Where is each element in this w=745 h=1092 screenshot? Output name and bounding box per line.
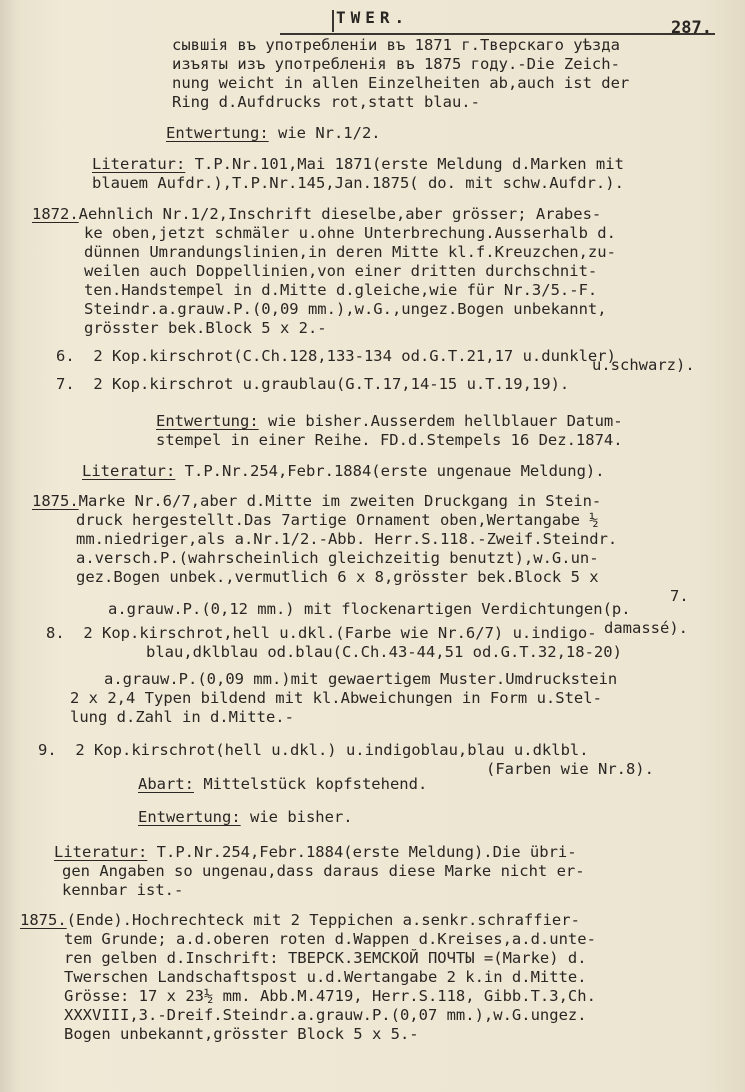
text-line: Steindr.a.grauw.P.(0,09 mm.),w.G.,ungez.Bogen unbekannt,: [84, 300, 607, 318]
page-number: 287.: [671, 18, 712, 38]
text-line: druck hergestellt.Das 7artige Ornament oben,Wertangabe ½: [76, 511, 599, 529]
literatur-label: Literatur:: [92, 155, 186, 173]
text-line: stempel in einer Reihe. FD.d.Stempels 16 Dez.1874.: [156, 431, 623, 449]
stamp-item-7: 7. 2 Kop.kirschrot u.graublau(G.T.17,14-15 u.T.19,19).: [56, 375, 570, 393]
literatur-label: Literatur:: [82, 462, 176, 480]
header-divider: [332, 10, 334, 32]
text-line: ren gelben d.Inschrift: ТВЕРСК.ЗЕМСКОЙ ПОЧТЫ =(Marke) d.: [64, 949, 587, 967]
entwertung-text: wie bisher.Ausserdem hellblauer Datum-: [258, 412, 623, 430]
literatur-text: T.P.Nr.254,Febr.1884(erste Meldung).Die übri-: [147, 843, 577, 861]
running-title: TWER.: [336, 8, 410, 27]
text-line: nung weicht in allen Einzelheiten ab,auch ist der: [172, 74, 630, 92]
text-line: Bogen unbekannt,grösster Block 5 x 5.-: [64, 1025, 419, 1043]
entwertung-line: [156, 412, 623, 430]
text-line: grösster bek.Block 5 x 2.-: [84, 319, 327, 337]
entry-line: [32, 205, 601, 223]
text-line: сывшія въ употребленіи въ 1871 г.Тверскаго уѣзда: [172, 36, 620, 54]
text-line: 2 x 2,4 Typen bildend mit kl.Abweichungen in Form u.Stel-: [70, 689, 602, 707]
text-line: Twerschen Landschaftspost u.d.Wertangabe 2 k.in d.Mitte.: [64, 968, 587, 986]
text-line: 7.: [670, 587, 689, 605]
stamp-item-8: 8. 2 Kop.kirschrot,hell u.dkl.(Farbe wie Nr.6/7) u.indigo-: [46, 624, 597, 642]
text-line: Ring d.Aufdrucks rot,statt blau.-: [172, 93, 480, 111]
text-line: mm.niedriger,als a.Nr.1/2.-Abb. Herr.S.118.-Zweif.Steindr.: [76, 530, 618, 548]
stamp-item-9: 9. 2 Kop.kirschrot(hell u.dkl.) u.indigoblau,blau u.dklbl.: [38, 741, 589, 759]
entry-text: Aehnlich Nr.1/2,Inschrift dieselbe,aber grösser; Arabes-: [78, 205, 602, 223]
text-line: u.schwarz).: [592, 356, 695, 374]
literatur-line: [54, 843, 577, 861]
header-rule: [280, 33, 715, 35]
entry-text: Marke Nr.6/7,aber d.Mitte im zweiten Druckgang in Stein-: [78, 492, 602, 510]
page-header: [0, 6, 745, 38]
text-line: Grösse: 17 x 23½ mm. Abb.M.4719, Herr.S.118, Gibb.T.3,Ch.: [64, 987, 596, 1005]
text-line: kennbar ist.-: [62, 881, 184, 899]
text-line: ten.Handstempel in d.Mitte d.gleiche,wie für Nr.3/5.-F.: [84, 281, 598, 299]
text-line: ke oben,jetzt schmäler u.ohne Unterbrechung.Ausserhalb d.: [84, 224, 616, 242]
entwertung-line: [138, 808, 353, 826]
text-line: a.grauw.P.(0,09 mm.)mit gewaertigem Muster.Umdruckstein: [104, 670, 618, 688]
text-line: XXXVIII,3.-Dreif.Steindr.a.grauw.P.(0,07 mm.),w.G.ungez.: [64, 1006, 587, 1024]
literatur-line: [82, 462, 605, 480]
entwertung-label: Entwertung:: [166, 124, 269, 142]
text-line: blau,dklblau od.blau(C.Ch.43-44,51 od.G.T.32,18-20): [146, 643, 622, 661]
abart-line: [138, 775, 427, 793]
text-line: изъяты изъ употребленія въ 1875 году.-Die Zeich-: [172, 55, 620, 73]
literatur-line: [92, 155, 624, 173]
text-line: dünnen Umrandungslinien,in deren Mitte kl.f.Kreuzchen,zu-: [84, 243, 616, 261]
entwertung-text: wie Nr.1/2.: [268, 124, 381, 142]
text-line: gen Angaben so ungenau,dass daraus diese Marke nicht er-: [62, 862, 585, 880]
text-line: a.versch.P.(wahrscheinlich gleichzeitig benutzt),w.G.un-: [76, 549, 599, 567]
entry-line: [32, 492, 601, 510]
text-line: lung d.Zahl in d.Mitte.-: [70, 708, 294, 726]
text-line: (Farben wie Nr.8).: [486, 760, 654, 778]
entwertung-label: Entwertung:: [138, 808, 241, 826]
entry-year: 1875.: [32, 492, 79, 510]
literatur-text: T.P.Nr.254,Febr.1884(erste ungenaue Meldung).: [175, 462, 605, 480]
entry-year: 1875.: [20, 911, 67, 929]
entwertung-text: wie bisher.: [240, 808, 353, 826]
entry-year: 1872.: [32, 205, 79, 223]
text-line: blauem Aufdr.),T.P.Nr.145,Jan.1875( do. mit schw.Aufdr.).: [92, 174, 624, 192]
text-line: weilen auch Doppellinien,von einer dritten durchschnit-: [84, 262, 598, 280]
entwertung-label: Entwertung:: [156, 412, 259, 430]
entry-text: (Ende).Hochrechteck mit 2 Teppichen a.senkr.schraffier-: [66, 911, 580, 929]
stamp-item-6: 6. 2 Kop.kirschrot(C.Ch.128,133-134 od.G.T.21,17 u.dunkler): [56, 347, 616, 365]
text-line: tem Grunde; a.d.oberen roten d.Wappen d.Kreises,a.d.unte-: [64, 930, 596, 948]
entry-line: [20, 911, 580, 929]
literatur-label: Literatur:: [54, 843, 148, 861]
text-line: gez.Bogen unbek.,vermutlich 6 x 8,grösster bek.Block 5 x: [76, 568, 599, 586]
literatur-text: T.P.Nr.101,Mai 1871(erste Meldung d.Marken mit: [185, 155, 624, 173]
entwertung-line: [166, 124, 381, 142]
text-line: a.grauw.P.(0,12 mm.) mit flockenartigen Verdichtungen(p.: [108, 600, 631, 618]
abart-text: Mittelstück kopfstehend.: [194, 775, 428, 793]
text-line: damassé).: [604, 619, 688, 637]
abart-label: Abart:: [138, 775, 194, 793]
